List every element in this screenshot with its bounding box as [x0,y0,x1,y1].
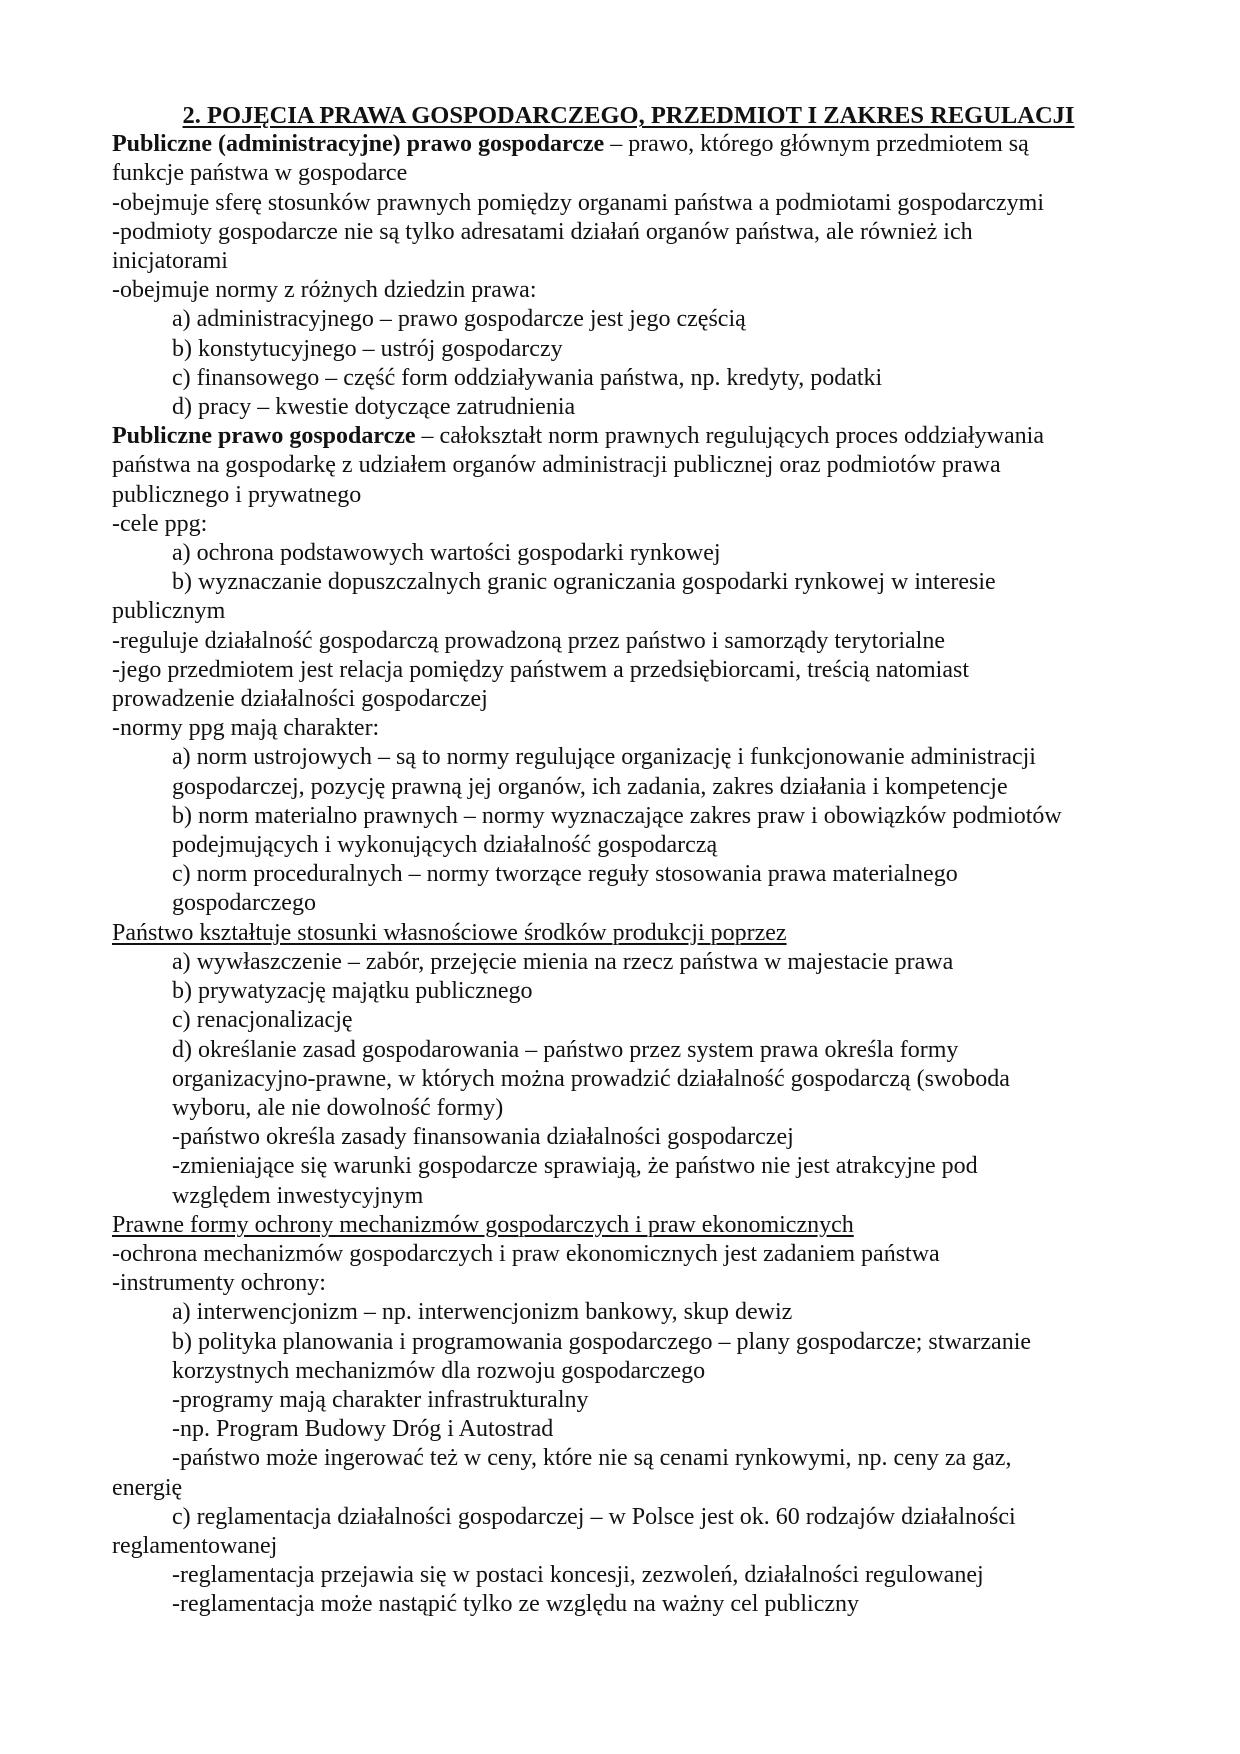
text-line [112,1357,1145,1386]
text-line [112,802,1145,831]
text-run: -reglamentacja przejawia się w postaci koncesji, zezwoleń, działalności regulowanej [172,1562,984,1589]
text-run: podejmujących i wykonujących działalność gospodarczą [172,832,718,859]
text-line [112,1474,1145,1503]
text-line [112,481,1145,510]
text-line [112,364,1145,393]
text-line [112,130,1145,159]
text-run: a) wywłaszczenie – zabór, przejęcie mienia na rzecz państwa w majestacie prawa [172,948,954,975]
text-line [112,889,1145,918]
text-line [112,1590,1145,1619]
text-line [112,568,1145,597]
bold-term: Publiczne (administracyjne) prawo gospodarcze [112,131,605,158]
text-line [112,1532,1145,1561]
text-run: d) określanie zasad gospodarowania – państwo przez system prawa określa formy [172,1036,959,1063]
text-line [112,773,1145,802]
text-line [112,685,1145,714]
text-run: b) prywatyzację majątku publicznego [172,978,533,1005]
text-line [112,1269,1145,1298]
text-run: -zmieniające się warunki gospodarcze sprawiają, że państwo nie jest atrakcyjne pod [172,1153,978,1180]
text-run: -reglamentacja może nastąpić tylko ze względu na ważny cel publiczny [172,1591,860,1618]
text-run: a) administracyjnego – prawo gospodarcze jest jego częścią [172,306,746,333]
text-run: c) reglamentacja działalności gospodarczej – w Polsce jest ok. 60 rodzajów działalności [172,1503,1016,1530]
text-run: reglamentowanej [112,1532,278,1559]
text-run: funkcje państwa w gospodarce [112,160,408,187]
text-line [112,977,1145,1006]
text-run: -programy mają charakter infrastrukturalny [172,1386,589,1413]
text-line [112,305,1145,334]
text-line [112,1415,1145,1444]
text-run: c) finansowego – część form oddziaływania państwa, np. kredyty, podatki [172,364,883,391]
text-run: korzystnych mechanizmów dla rozwoju gospodarczego [172,1357,706,1384]
text-line [112,1006,1145,1035]
text-run: organizacyjno-prawne, w których można prowadzić działalność gospodarczą (swoboda [172,1065,1010,1092]
text-run: gospodarczego [172,890,316,917]
text-run: gospodarczej, pozycję prawną jej organów, ich zadania, zakres działania i kompetencje [172,773,1008,800]
text-line [112,247,1145,276]
text-run: b) wyznaczanie dopuszczalnych granic ograniczania gospodarki rynkowej w interesie [172,569,996,596]
text-run: b) norm materialno prawnych – normy wyznaczające zakres praw i obowiązków podmiotów [172,802,1062,829]
text-line [112,218,1145,247]
text-run: b) polityka planowania i programowania gospodarczego – plany gospodarcze; stwarzanie [172,1328,1032,1355]
text-run: – prawo, którego głównym przedmiotem są [604,131,1029,158]
text-run: -podmioty gospodarcze nie są tylko adresatami działań organów państwa, ale również ich [112,218,973,245]
text-run: – całokształt norm prawnych regulujących proces oddziaływania [415,423,1044,450]
text-line [112,1444,1145,1473]
text-run: wyboru, ale nie dowolność formy) [172,1094,504,1121]
text-run: prowadzenie działalności gospodarczej [112,686,488,713]
text-line [112,1503,1145,1532]
text-line [112,189,1145,218]
text-run: Państwo kształtuje stosunki własnościowe środków produkcji poprzez [112,919,787,946]
text-run: a) norm ustrojowych – są to normy regulujące organizację i funkcjonowanie administracji [172,744,1036,771]
text-line [112,743,1145,772]
text-line [112,335,1145,364]
text-line [112,451,1145,480]
text-run: względem inwestycyjnym [172,1182,424,1209]
text-run: publicznego i prywatnego [112,481,362,508]
text-line [112,393,1145,422]
text-run: -jego przedmiotem jest relacja pomiędzy państwem a przedsiębiorcami, treścią natomiast [112,656,970,683]
text-line [112,1298,1145,1327]
section-heading [112,919,1145,948]
text-run: c) norm proceduralnych – normy tworzące reguły stosowania prawa materialnego [172,861,958,888]
text-run: państwa na gospodarkę z udziałem organów administracji publicznej oraz podmiotów prawa [112,452,1001,479]
text-line [112,860,1145,889]
text-run: c) renacjonalizację [172,1007,353,1034]
text-run: -instrumenty ochrony: [112,1270,326,1297]
text-line [112,510,1145,539]
text-run: -ochrona mechanizmów gospodarczych i praw ekonomicznych jest zadaniem państwa [112,1240,940,1267]
text-line [112,1094,1145,1123]
text-line [112,539,1145,568]
text-run: -państwo określa zasady finansowania działalności gospodarczej [172,1124,794,1151]
text-line [112,1328,1145,1357]
text-run: a) ochrona podstawowych wartości gospodarki rynkowej [172,540,721,567]
text-line [112,714,1145,743]
text-run: -obejmuje normy z różnych dziedzin prawa: [112,277,537,304]
text-line [112,1152,1145,1181]
text-line [112,831,1145,860]
text-run: -normy ppg mają charakter: [112,715,380,742]
text-run: -obejmuje sferę stosunków prawnych pomiędzy organami państwa a podmiotami gospodarczymi [112,189,1044,216]
text-run: d) pracy – kwestie dotyczące zatrudnienia [172,394,576,421]
text-line [112,276,1145,305]
text-line [112,1561,1145,1590]
document-body [112,130,1145,1619]
document-title: 2. POJĘCIA PRAWA GOSPODARCZEGO, PRZEDMIOT I ZAKRES REGULACJI [182,102,1075,129]
bold-term: Publiczne prawo gospodarcze [112,423,416,450]
text-run: energię [112,1474,183,1501]
text-run: a) interwencjonizm – np. interwencjonizm bankowy, skup dewiz [172,1299,793,1326]
section-heading [112,1211,1145,1240]
text-line [112,627,1145,656]
text-line [112,597,1145,626]
text-run: inicjatorami [112,248,228,275]
text-run: -państwo może ingerować też w ceny, które nie są cenami rynkowymi, np. ceny za gaz, [172,1445,1012,1472]
text-line [112,948,1145,977]
text-line [112,1240,1145,1269]
text-run: Prawne formy ochrony mechanizmów gospodarczych i praw ekonomicznych [112,1211,854,1238]
text-run: -cele ppg: [112,510,208,537]
text-line [112,1386,1145,1415]
text-line [112,656,1145,685]
text-line [112,422,1145,451]
text-line [112,1065,1145,1094]
text-line [112,1123,1145,1152]
text-line [112,159,1145,188]
text-run: -reguluje działalność gospodarczą prowadzoną przez państwo i samorządy terytorialne [112,627,945,654]
text-run: b) konstytucyjnego – ustrój gospodarczy [172,335,563,362]
text-line [112,1182,1145,1211]
text-line [112,1036,1145,1065]
text-run: -np. Program Budowy Dróg i Autostrad [172,1416,554,1443]
text-run: publicznym [112,598,226,625]
